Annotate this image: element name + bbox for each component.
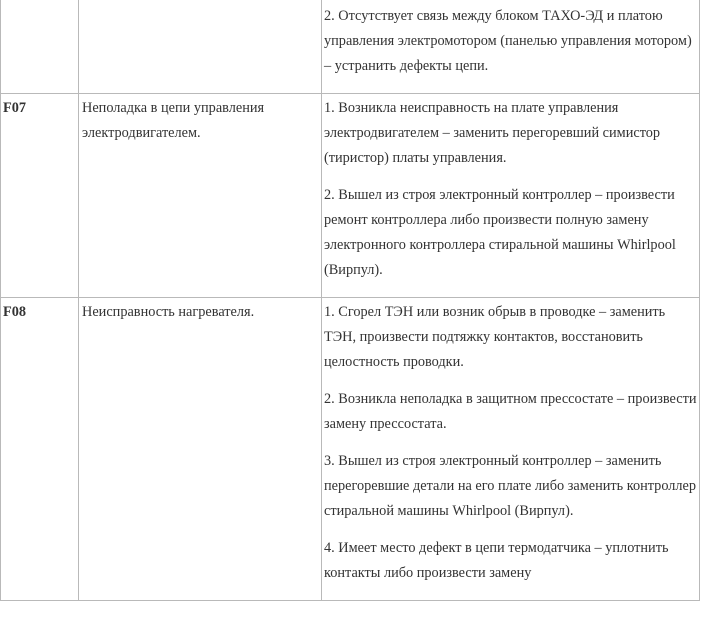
error-code: F07 xyxy=(3,100,27,116)
fix-item: 1. Возникла неисправность на плате управления электродвигателем – заменить перегоревший симистор (тиристор) платы управления. xyxy=(324,100,661,166)
fix-item: 3. Вышел из строя электронный контроллер – заменить перегоревшие детали на его плате либо заменить контроллер стиральной машины Whirlpool (Вирпул). xyxy=(324,453,697,519)
error-fix-cell xyxy=(322,94,700,298)
error-description-cell xyxy=(79,298,322,601)
error-code-cell xyxy=(1,0,79,94)
table-row xyxy=(1,298,700,601)
error-description-cell xyxy=(79,0,322,94)
table-row xyxy=(1,0,700,94)
fix-item: 4. Имеет место дефект в цепи термодатчика – уплотнить контакты либо произвести замену xyxy=(324,540,669,581)
error-fix-cell xyxy=(322,0,700,94)
error-fix-cell xyxy=(322,298,700,601)
error-code-cell xyxy=(1,94,79,298)
fix-item: 1. Сгорел ТЭН или возник обрыв в проводке – заменить ТЭН, произвести подтяжку контактов, восстановить целостность проводки. xyxy=(324,304,666,370)
error-description-cell xyxy=(79,94,322,298)
error-description: Неисправность нагревателя. xyxy=(82,304,255,320)
fix-item: 2. Отсутствует связь между блоком ТАХО-ЭД и платою управления электромотором (панелью управления мотором) – устранить дефекты цепи. xyxy=(324,8,692,74)
fix-item: 2. Вышел из строя электронный контроллер – произвести ремонт контроллера либо произвести полную замену электронного контроллера стиральной машины Whirlpool (Вирпул). xyxy=(324,187,676,278)
error-code-cell xyxy=(1,298,79,601)
error-code: F08 xyxy=(3,304,27,320)
table-row xyxy=(1,94,700,298)
error-description: Неполадка в цепи управления электродвигателем. xyxy=(82,100,265,141)
fix-item: 2. Возникла неполадка в защитном прессостате – произвести замену прессостата. xyxy=(324,391,697,432)
